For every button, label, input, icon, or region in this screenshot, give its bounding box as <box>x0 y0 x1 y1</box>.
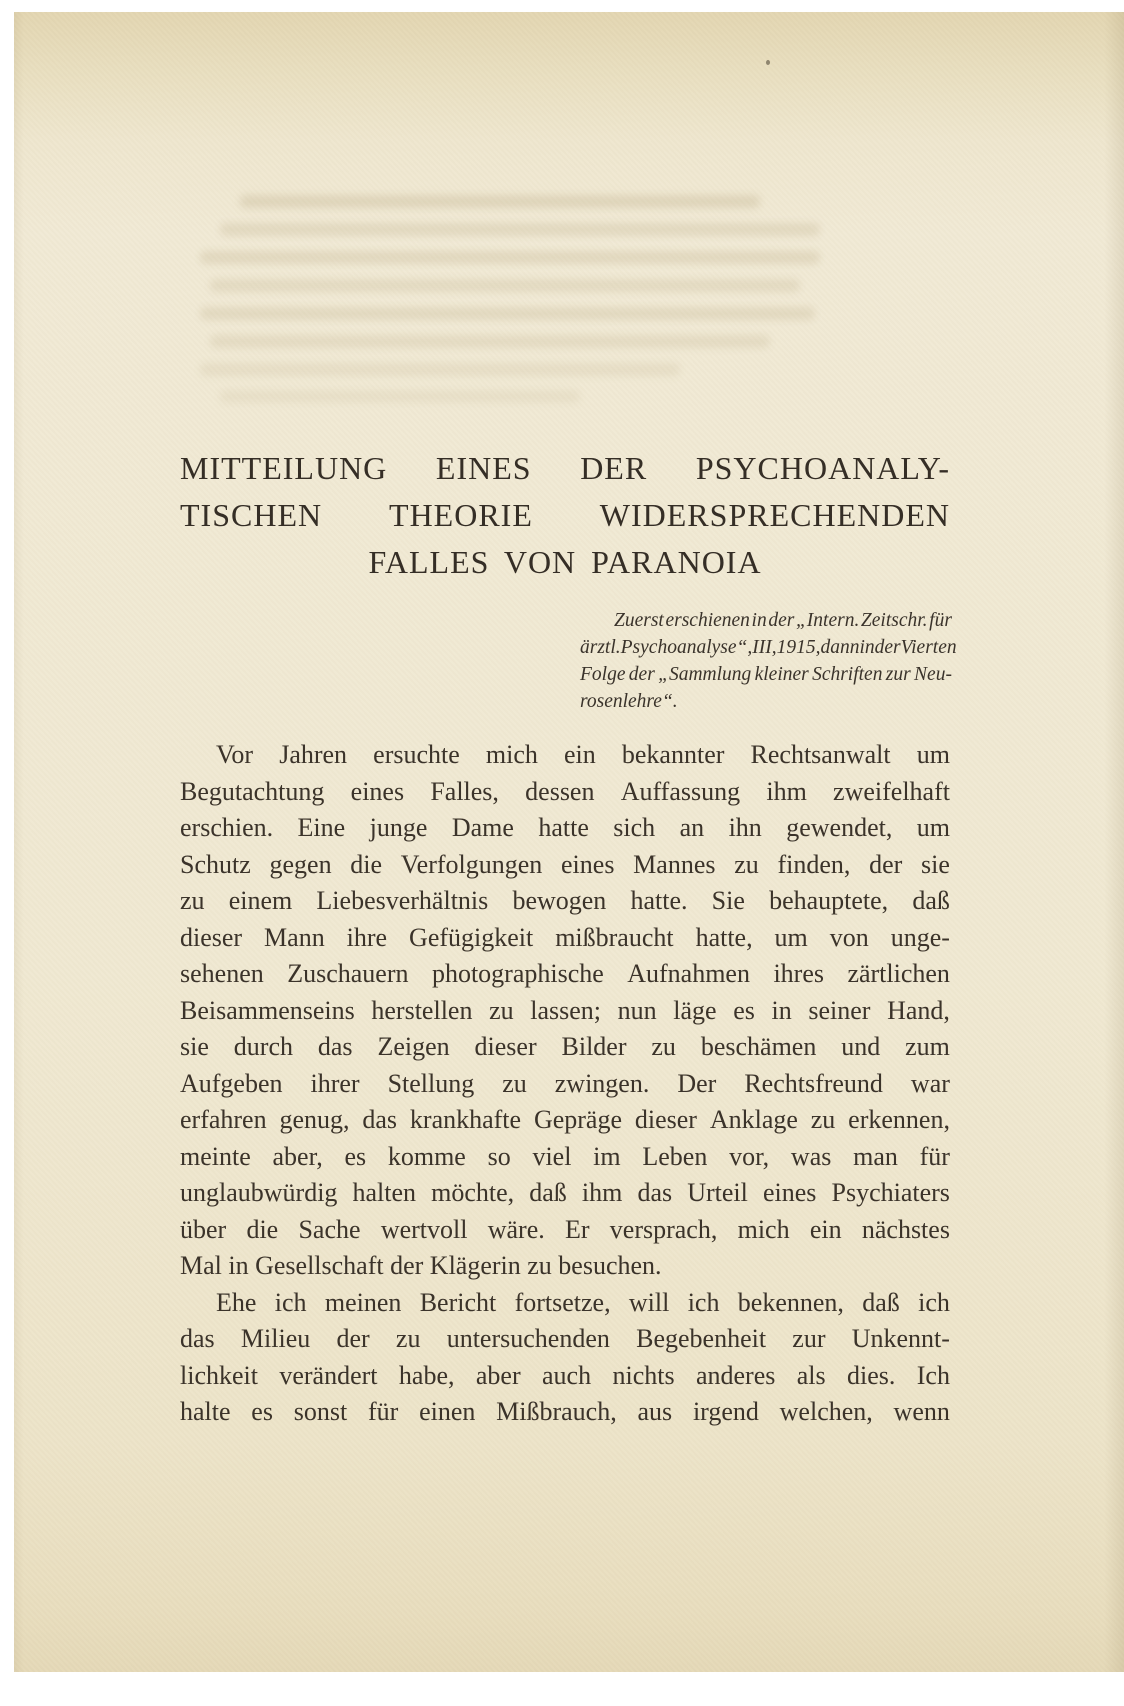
title-line: FALLES VON PARANOIA <box>368 544 762 580</box>
text-line: das Milieu der zu untersuchenden Begebenheit zur Unkennt- <box>180 1324 950 1353</box>
text-line: halte es sonst für einen Mißbrauch, aus irgend welchen, wenn <box>180 1397 950 1426</box>
bleed-through-smudge <box>220 390 580 403</box>
text-line: sie durch das Zeigen dieser Bilder zu beschämen und zum <box>180 1032 950 1061</box>
title-line: TISCHEN THEORIE WIDERSPRECHENDEN <box>180 497 950 533</box>
bleed-through-smudge <box>220 223 820 236</box>
publication-source-note <box>580 607 957 715</box>
text-line: zu einem Liebesverhältnis bewogen hatte. Sie behauptete, daß <box>180 886 950 915</box>
text-line: Mal in Gesellschaft der Klägerin zu besuchen. <box>180 1251 662 1280</box>
text-line: Begutachtung eines Falles, dessen Auffassung ihm zweifelhaft <box>180 776 950 806</box>
text-line: Vor Jahren ersuchte mich ein bekannter Rechtsanwalt um <box>216 740 950 769</box>
text-line: Beisammenseins herstellen zu lassen; nun läge es in seiner Hand, <box>180 995 950 1025</box>
text-line: unglaubwürdig halten möchte, daß ihm das Urteil eines Psychiaters <box>180 1178 950 1207</box>
text-line: erfahren genug, das krankhafte Gepräge dieser Anklage zu erkennen, <box>180 1105 950 1134</box>
text-line: sehenen Zuschauern photographische Aufnahmen ihres zärtlichen <box>180 959 950 988</box>
text-line: Schutz gegen die Verfolgungen eines Mannes zu finden, der sie <box>180 849 950 879</box>
body-text <box>180 737 950 1431</box>
title-line: MITTEILUNG EINES DER PSYCHOANALY- <box>180 450 950 486</box>
text-line: über die Sache wertvoll wäre. Er versprach, mich ein nächstes <box>180 1214 950 1244</box>
text-line: erschien. Eine junge Dame hatte sich an ihn gewendet, um <box>180 813 950 842</box>
article-title <box>180 445 950 586</box>
scanned-paper-page <box>14 12 1124 1672</box>
bleed-through-smudge <box>210 335 770 348</box>
note-line: Folge der „Sammlung kleiner Schriften zur Neu- <box>580 664 952 685</box>
bleed-through-smudge <box>200 363 680 376</box>
bleed-through-smudge <box>200 307 815 320</box>
bleed-through-smudge <box>240 195 760 208</box>
paragraph <box>180 737 950 1285</box>
text-line: lichkeit verändert habe, aber auch nichts anderes als dies. Ich <box>180 1360 950 1390</box>
paper-right-edge-shade <box>1104 12 1124 1672</box>
bleed-through-smudge <box>200 251 820 264</box>
text-line: dieser Mann ihre Gefügigkeit mißbraucht hatte, um von unge- <box>180 922 950 952</box>
paper-left-edge-shade <box>14 12 24 1672</box>
bleed-through-smudge <box>210 279 800 292</box>
paragraph <box>180 1285 950 1431</box>
note-line: Zuerst erschienen in der „Intern. Zeitschr. für <box>614 610 952 631</box>
text-line: Aufgeben ihrer Stellung zu zwingen. Der Rechtsfreund war <box>180 1068 950 1098</box>
paper-speck <box>766 60 770 65</box>
note-line: ärztl. Psychoanalyse“, III, 1915, dann in der Vierten <box>580 637 957 658</box>
text-line: meinte aber, es komme so viel im Leben vor, was man für <box>180 1141 950 1171</box>
note-line: rosenlehre“. <box>580 691 678 712</box>
text-line: Ehe ich meinen Bericht fortsetze, will ich bekennen, daß ich <box>216 1287 950 1317</box>
